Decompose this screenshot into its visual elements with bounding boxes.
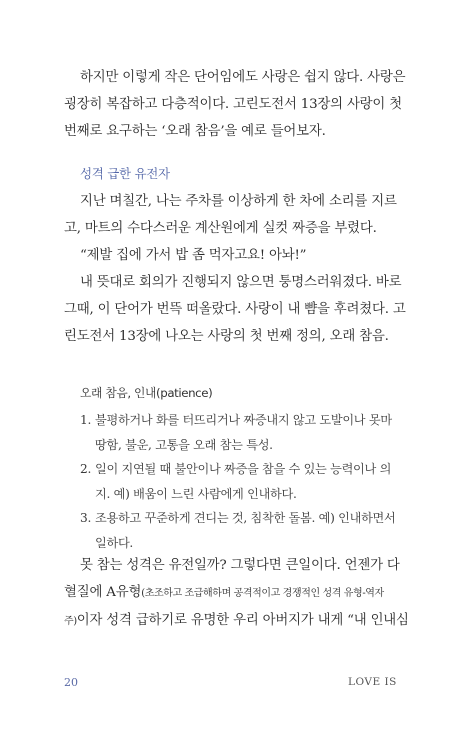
- paragraph-realization: [64, 269, 406, 350]
- text-line: [64, 607, 409, 635]
- translator-note: 주): [64, 616, 77, 627]
- item-line: 땅함, 불운, 고통을 오래 참는 특성.: [95, 437, 273, 452]
- definition-item: [80, 506, 398, 555]
- translator-note: (초조하고 조급해하며 공격적이고 경쟁적인 성격 유형-역자: [141, 588, 384, 599]
- definition-list: [80, 408, 398, 556]
- text-line: 굉장히 복잡하고 다층적이다. 고린도전서 13장의 사랑이 첫: [64, 97, 402, 112]
- item-line: 조용하고 꾸준하게 견디는 것, 침착한 돌봄. 예) 인내하면서: [95, 511, 396, 526]
- item-number: 2.: [80, 462, 92, 477]
- text-line: 내 뜻대로 회의가 진행되지 않으면 퉁명스러워졌다. 바로: [80, 275, 402, 290]
- section-heading: 성격 급한 유전자: [80, 166, 170, 181]
- book-title: LOVE IS: [348, 676, 397, 688]
- definition-item: [80, 408, 398, 457]
- paragraph-genetics: [64, 552, 409, 635]
- item-line: 일하다.: [95, 535, 133, 550]
- paragraph-story: [64, 188, 400, 242]
- page-number: 20: [64, 676, 78, 689]
- item-number: 3.: [80, 511, 92, 526]
- item-number: 1.: [80, 413, 92, 427]
- text-line: 하지만 이렇게 작은 단어임에도 사랑은 쉽지 않다. 사랑은: [80, 70, 406, 85]
- item-line: 일이 지연될 때 불안이나 짜증을 참을 수 있는 능력이나 의: [95, 462, 392, 477]
- paragraph-intro: [64, 64, 406, 145]
- item-line: 불평하거나 화를 터뜨리거나 짜증내지 않고 도발이나 못마: [95, 413, 392, 427]
- text-line: “제발 집에 가서 밥 좀 먹자고요! 아놔!”: [80, 248, 307, 263]
- quote-line: [64, 242, 400, 269]
- text-line: 린도전서 13장에 나오는 사랑의 첫 번째 정의, 오래 참음.: [64, 329, 389, 344]
- text-line: 번째로 요구하는 ‘오래 참음’을 예로 들어보자.: [64, 124, 326, 139]
- text-line: 고, 마트의 수다스러운 계산원에게 실컷 짜증을 부렸다.: [64, 221, 377, 236]
- text-run: 혈질에 A유형: [64, 585, 142, 600]
- definition-title: 오래 참음, 인내(patience): [80, 386, 213, 400]
- text-line: [64, 579, 400, 607]
- text-line: 지난 며칠간, 나는 주차를 이상하게 한 차에 소리를 지르: [80, 194, 397, 209]
- text-line: 못 참는 성격은 유전일까? 그렇다면 큰일이다. 언젠가 다: [80, 558, 400, 573]
- definition-item: [80, 457, 398, 506]
- text-run: 이자 성격 급하기로 유명한 우리 아버지가 내게 “내 인내심: [76, 613, 409, 628]
- item-line: 지. 예) 배움이 느린 사람에게 인내하다.: [95, 486, 297, 501]
- text-line: 그때, 이 단어가 번뜩 떠올랐다. 사랑이 내 뺨을 후려쳤다. 고: [64, 302, 406, 317]
